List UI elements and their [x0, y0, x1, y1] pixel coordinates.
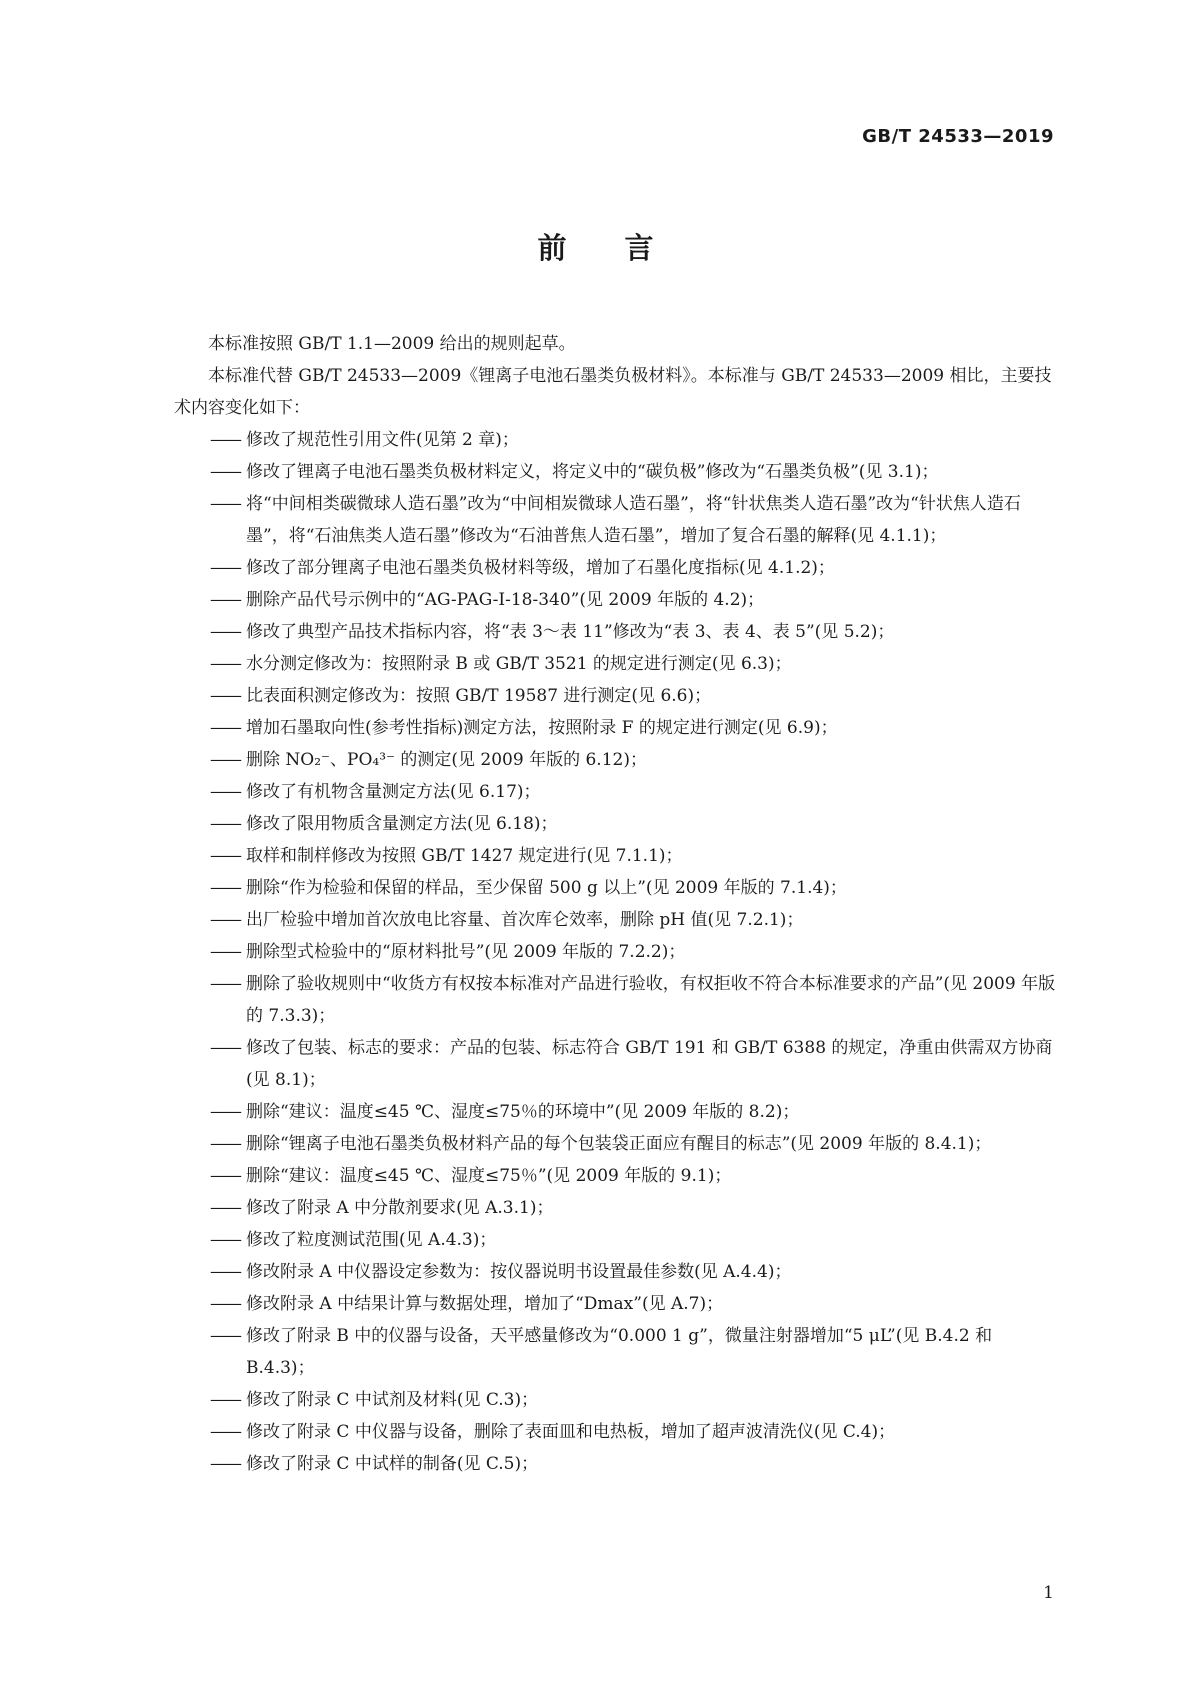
dash: ——: [210, 910, 240, 930]
changes-list: [174, 424, 1056, 1480]
change-item: [174, 1192, 1056, 1224]
change-item: [174, 1128, 1056, 1160]
change-item: [174, 1288, 1056, 1320]
dash: ——: [210, 1038, 240, 1058]
change-text: 修改了有机物含量测定方法(见 6.17)；: [246, 782, 541, 802]
change-text: 删除型式检验中的“原材料批号”(见 2009 年版的 7.2.2)；: [246, 942, 686, 962]
change-item: [174, 552, 1056, 584]
dash: ——: [210, 974, 240, 994]
dash: ——: [210, 1230, 240, 1250]
dash: ——: [210, 846, 240, 866]
change-text: 删除“建议：温度≤45 ℃、湿度≤75％”(见 2009 年版的 9.1)；: [246, 1166, 732, 1186]
change-text: 取样和制样修改为按照 GB/T 1427 规定进行(见 7.1.1)；: [246, 846, 683, 866]
dash: ——: [210, 622, 240, 642]
change-item: [174, 968, 1056, 1032]
change-item: [174, 488, 1056, 552]
change-item: [174, 1416, 1056, 1448]
page-title: 前言: [537, 231, 712, 265]
change-item: [174, 1448, 1056, 1480]
change-item: [174, 712, 1056, 744]
change-text: 修改了附录 B 中的仪器与设备，天平感量修改为“0.000 1 g”，微量注射器增加“5 μL”(见 B.4.2 和 B.4.3)；: [246, 1326, 993, 1378]
change-item: [174, 904, 1056, 936]
change-item: [174, 872, 1056, 904]
change-item: [174, 936, 1056, 968]
change-text: 出厂检验中增加首次放电比容量、首次库仑效率，删除 pH 值(见 7.2.1)；: [246, 910, 804, 930]
change-item: [174, 1096, 1056, 1128]
change-text: 修改了附录 C 中仪器与设备，删除了表面皿和电热板，增加了超声波清洗仪(见 C.4)；: [246, 1422, 896, 1442]
page-number: 1: [1043, 1583, 1054, 1603]
change-text: 删除“作为检验和保留的样品，至少保留 500 g 以上”(见 2009 年版的 7.1.4)；: [246, 878, 847, 898]
change-item: [174, 808, 1056, 840]
change-text: 修改了粒度测试范围(见 A.4.3)；: [246, 1230, 497, 1250]
change-text: 修改了附录 C 中试剂及材料(见 C.3)；: [246, 1390, 539, 1410]
dash: ——: [210, 1262, 240, 1282]
dash: ——: [210, 814, 240, 834]
dash: ——: [210, 1422, 240, 1442]
intro-paragraph: 本标准代替 GB/T 24533—2009《锂离子电池石墨类负极材料》。本标准与 GB/T 24533—2009 相比，主要技术内容变化如下：: [174, 366, 1052, 418]
dash: ——: [210, 558, 240, 578]
dash: ——: [210, 686, 240, 706]
dash: ——: [210, 1294, 240, 1314]
dash: ——: [210, 462, 240, 482]
change-item: [174, 1224, 1056, 1256]
change-item: [174, 648, 1056, 680]
change-item: [174, 744, 1056, 776]
dash: ——: [210, 750, 240, 770]
change-text: 删除“锂离子电池石墨类负极材料产品的每个包装袋正面应有醒目的标志”(见 2009 年版的 8.4.1)；: [246, 1134, 992, 1154]
dash: ——: [210, 718, 240, 738]
change-item: [174, 1032, 1056, 1096]
change-text: 增加石墨取向性(参考性指标)测定方法，按照附录 F 的规定进行测定(见 6.9)；: [246, 718, 838, 738]
dash: ——: [210, 1198, 240, 1218]
change-item: [174, 1384, 1056, 1416]
change-text: 修改了限用物质含量测定方法(见 6.18)；: [246, 814, 558, 834]
change-text: 修改了典型产品技术指标内容，将“表 3～表 11”修改为“表 3、表 4、表 5”(见 5.2)；: [246, 622, 895, 642]
change-text: 修改了附录 C 中试样的制备(见 C.5)；: [246, 1454, 539, 1474]
intro-paragraph: 本标准按照 GB/T 1.1—2009 给出的规则起草。: [208, 334, 576, 354]
dash: ——: [210, 1390, 240, 1410]
change-text: 删除“建议：温度≤45 ℃、湿度≤75％的环境中”(见 2009 年版的 8.2)；: [246, 1102, 800, 1122]
change-text: 水分测定修改为：按照附录 B 或 GB/T 3521 的规定进行测定(见 6.3)；: [246, 654, 792, 674]
change-text: 比表面积测定修改为：按照 GB/T 19587 进行测定(见 6.6)；: [246, 686, 712, 706]
change-text: 修改了包装、标志的要求：产品的包装、标志符合 GB/T 191 和 GB/T 6388 的规定，净重由供需双方协商(见 8.1)；: [246, 1038, 1053, 1090]
change-text: 修改附录 A 中仪器设定参数为：按仪器说明书设置最佳参数(见 A.4.4)；: [246, 1262, 792, 1282]
change-text: 将“中间相类碳微球人造石墨”改为“中间相炭微球人造石墨”，将“针状焦类人造石墨”改为“针状焦人造石墨”，将“石油焦类人造石墨”修改为“石油普焦人造石墨”，增加了复合石墨的解释(见 4.1.1)；: [246, 494, 1021, 546]
dash: ——: [210, 1102, 240, 1122]
dash: ——: [210, 494, 240, 514]
dash: ——: [210, 654, 240, 674]
change-item: [174, 616, 1056, 648]
dash: ——: [210, 1134, 240, 1154]
change-item: [174, 1256, 1056, 1288]
change-item: [174, 680, 1056, 712]
dash: ——: [210, 1454, 240, 1474]
dash: ——: [210, 878, 240, 898]
change-text: 修改了锂离子电池石墨类负极材料定义，将定义中的“碳负极”修改为“石墨类负极”(见 3.1)；: [246, 462, 939, 482]
dash: ——: [210, 942, 240, 962]
dash: ——: [210, 1166, 240, 1186]
dash: ——: [210, 782, 240, 802]
foreword-body: [174, 328, 1056, 1480]
change-item: [174, 424, 1056, 456]
change-item: [174, 584, 1056, 616]
standard-number: GB/T 24533—2019: [862, 126, 1054, 147]
change-item: [174, 840, 1056, 872]
change-item: [174, 776, 1056, 808]
change-text: 修改了部分锂离子电池石墨类负极材料等级，增加了石墨化度指标(见 4.1.2)；: [246, 558, 835, 578]
dash: ——: [210, 1326, 240, 1346]
dash: ——: [210, 590, 240, 610]
change-item: [174, 456, 1056, 488]
dash: ——: [210, 430, 240, 450]
change-item: [174, 1320, 1056, 1384]
change-text: 修改附录 A 中结果计算与数据处理，增加了“Dmax”(见 A.7)；: [246, 1294, 724, 1314]
change-text: 删除了验收规则中“收货方有权按本标准对产品进行验收，有权拒收不符合本标准要求的产品”(见 2009 年版的 7.3.3)；: [246, 974, 1056, 1026]
change-text: 删除 NO₂⁻、PO₄³⁻ 的测定(见 2009 年版的 6.12)；: [246, 750, 647, 770]
change-text: 修改了附录 A 中分散剂要求(见 A.3.1)；: [246, 1198, 554, 1218]
change-text: 删除产品代号示例中的“AG-PAG-Ⅰ-18-340”(见 2009 年版的 4.2)；: [246, 590, 765, 610]
change-text: 修改了规范性引用文件(见第 2 章)；: [246, 430, 519, 450]
change-item: [174, 1160, 1056, 1192]
